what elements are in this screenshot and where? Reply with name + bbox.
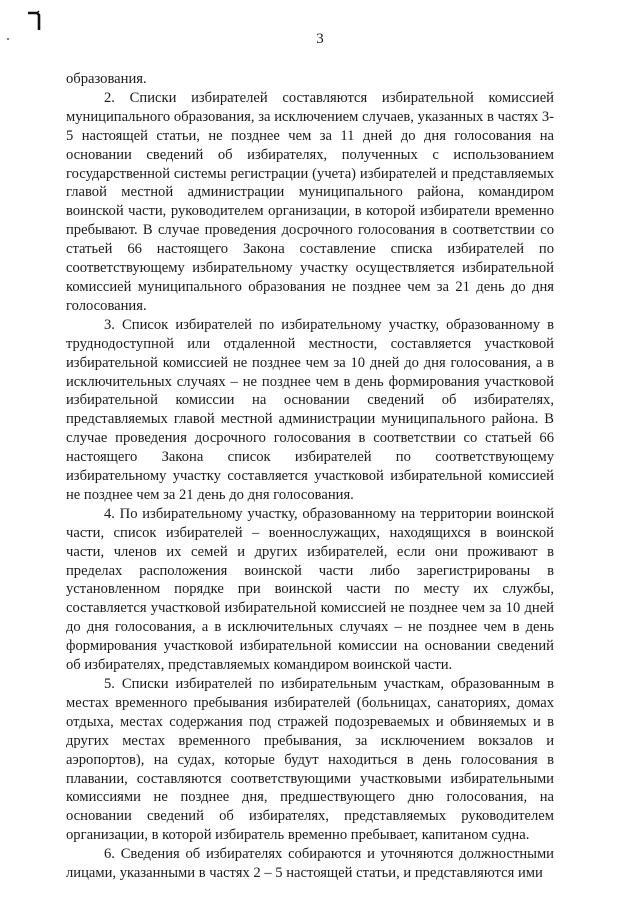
paragraph-item-3: 3. Список избирателей по избирательному участку, образованному в труднодоступной или отдаленной местности, составляется участковой избирательной комиссией не позднее чем за 10 дней до дня голосования, а в исключительных случаях – не позднее чем в день формирования участковой избирательной комиссии на основании сведений об избирателях, представляемых главой местной администрации муниципального района. В случае проведения досрочного голосования в соответствии со статьей 66 настоящего Закона список избирателей по соответствующему избирательному участку составляется участковой избирательной комиссией не позднее чем за 21 день до дня голосования. <box>66 316 554 503</box>
scan-corner-mark <box>28 10 44 30</box>
paragraph-item-2: 2. Списки избирателей составляются избирательной комиссией муниципального образования, за исключением случаев, указанных в частях 3-5 настоящей статьи, не позднее чем за 11 дней до дня голосования на основании сведений об избирателях, полученных с использованием государственной системы регистрации (учета) избирателей и представляемых главой местной администрации муниципального района, командиром воинской части, руководителем организации, в которой избиратели временно пребывают. В случае проведения досрочного голосования в соответствии со статьей 66 настоящего Закона составление списка избирателей по соответствующему избирательному участку осуществляется избирательной комиссией муниципального образования не позднее чем за 21 день до дня голосования. <box>66 89 554 314</box>
paragraph-item-4: 4. По избирательному участку, образованному на территории воинской части, список избирателей – военнослужащих, находящихся в воинской части, членов их семей и других избирателей, если они проживают в пределах расположения воинской части либо зарегистрированы в установленном порядке при воинской части по месту их службы, составляется участковой избирательной комиссией не позднее чем за 10 дней до дня голосования, а в исключительных случаях – не позднее чем в день формирования участковой избирательной комиссии на основании сведений об избирателях, представляемых командиром воинской части. <box>66 505 554 674</box>
paragraph-item-6: 6. Сведения об избирателях собираются и уточняются должностными лицами, указанными в частях 2 – 5 настоящей статьи, и представляются ими <box>66 846 554 882</box>
document-body <box>66 70 554 883</box>
page-number: 3 <box>316 31 324 47</box>
paragraph-continuation: образования. <box>66 71 147 87</box>
paragraph-item-5: 5. Списки избирателей по избирательным участкам, образованным в местах временного пребывания избирателей (больницах, санаториях, домах отдыха, местах содержания под стражей подозреваемых и обвиняемых и в других местах временного пребывания, за исключением вокзалов и аэропортов), на судах, которые будут находиться в день голосования в плавании, составляются соответствующими участковыми избирательными комиссиями не позднее дня, предшествующего дню голосования, на основании сведений об избирателях, представляемых руководителем организации, в которой избиратель временно пребывает, капитаном судна. <box>66 676 554 844</box>
